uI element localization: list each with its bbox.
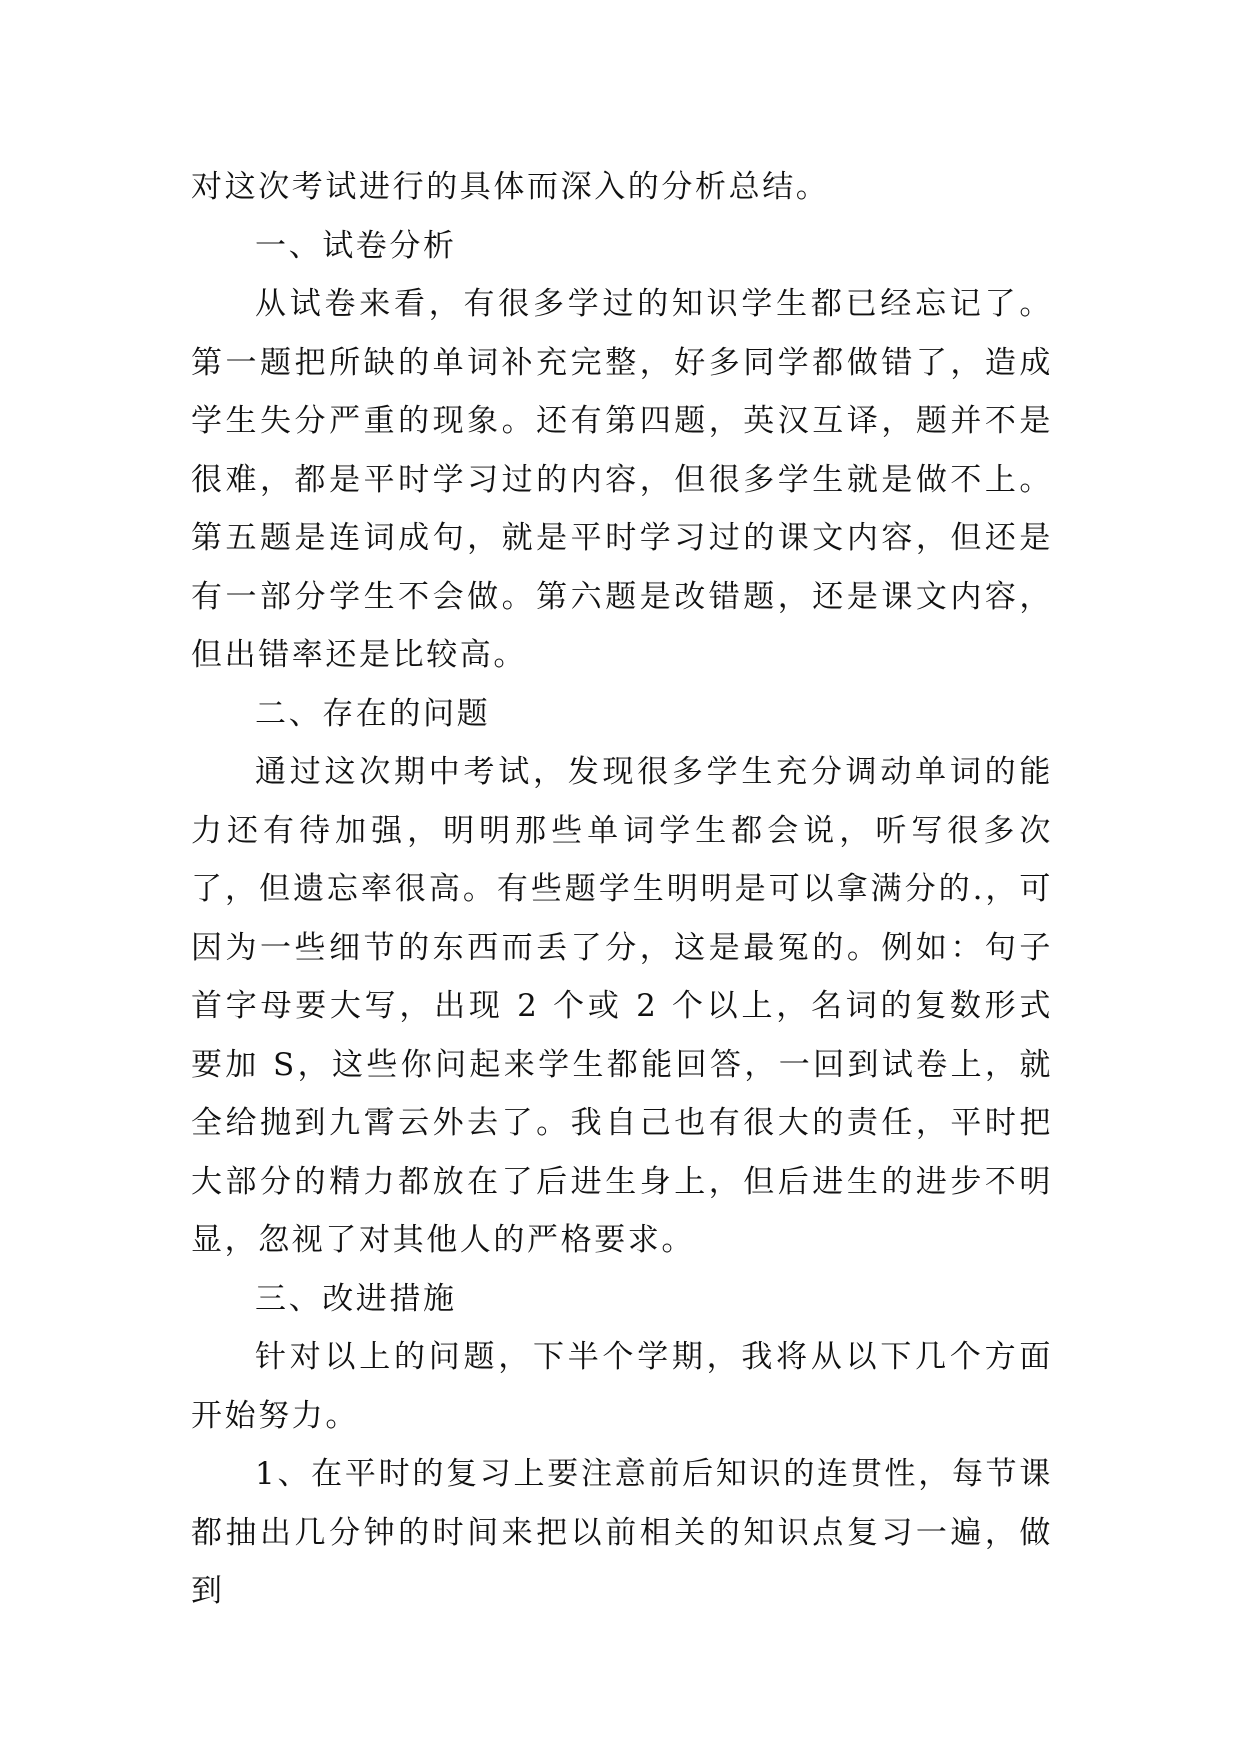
paragraph-existing-problems: 通过这次期中考试，发现很多学生充分调动单词的能力还有待加强，明明那些单词学生都会说，听写很多次了，但遗忘率很高。有些题学生明明是可以拿满分的.，可因为一些细节的东西而丢了分，这是最冤的。例如：句子首字母要大写，出现 2 个或 2 个以上，名词的复数形式要加 S，这些你问起来学生都能回答，一回到试卷上，就全给抛到九霄云外去了。我自己也有很大的责任，平时把大部分的精力都放在了后进生身上，但后进生的进步不明显，忽视了对其他人的严格要求。 <box>191 754 1053 1258</box>
paragraph-continued: 对这次考试进行的具体而深入的分析总结。 <box>191 169 830 205</box>
paragraph-paper-analysis: 从试卷来看，有很多学过的知识学生都已经忘记了。第一题把所缺的单词补充完整，好多同学都做错了，造成学生失分严重的现象。还有第四题，英汉互译，题并不是很难，都是平时学习过的内容，但很多学生就是做不上。第五题是连词成句，就是平时学习过的课文内容，但还是有一部分学生不会做。第六题是改错题，还是课文内容，但出错率还是比较高。 <box>191 286 1053 673</box>
paragraph-measure-1: 1、在平时的复习上要注意前后知识的连贯性，每节课都抽出几分钟的时间来把以前相关的知识点复习一遍，做到 <box>191 1456 1053 1609</box>
paragraph-improvement-intro: 针对以上的问题，下半个学期，我将从以下几个方面开始努力。 <box>191 1339 1053 1434</box>
document-body <box>191 158 1053 1621</box>
section-heading-paper-analysis: 一、试卷分析 <box>255 227 457 264</box>
section-heading-improvement-measures: 三、改进措施 <box>255 1280 457 1317</box>
section-heading-existing-problems: 二、存在的问题 <box>255 695 491 732</box>
